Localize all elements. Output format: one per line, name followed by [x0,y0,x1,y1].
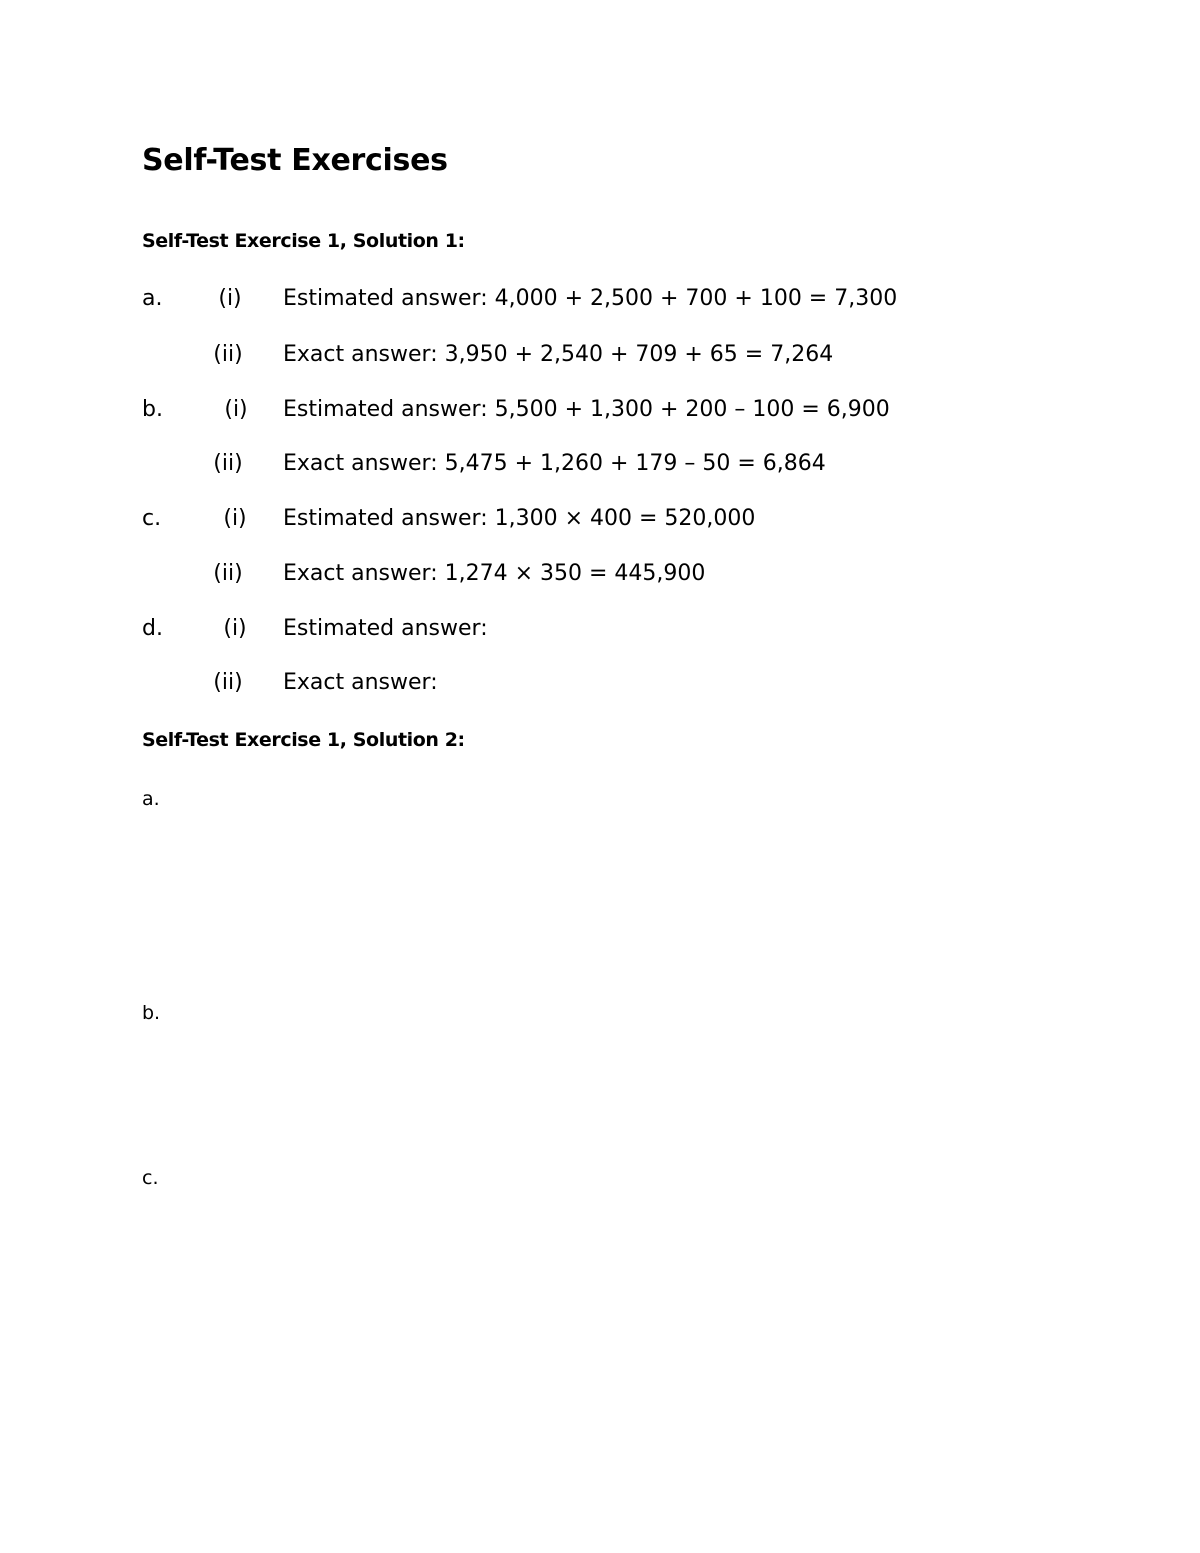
roman-numeral: (i) [223,616,247,641]
answer-text: Estimated answer: 4,000 + 2,500 + 700 + 100 = 7,300 [283,286,898,311]
answer-text: Exact answer: 3,950 + 2,540 + 709 + 65 = 7,264 [283,342,834,367]
roman-numeral: (ii) [213,342,243,367]
roman-numeral: (ii) [213,561,243,586]
answer-text: Exact answer: 5,475 + 1,260 + 179 – 50 = 6,864 [283,451,826,476]
roman-numeral: (i) [224,397,248,422]
solution-2-part-b: b. [142,1002,161,1024]
solution-1-part-d-ii [0,670,1200,704]
part-letter: d. [142,616,163,641]
solution-2-part-a: a. [142,788,160,810]
solution-1-part-a-i [0,286,1200,320]
answer-text: Exact answer: [283,670,438,695]
solution-1-part-a-ii [0,342,1200,376]
solution-2-heading: Self-Test Exercise 1, Solution 2: [142,729,465,751]
part-letter: b. [142,397,163,422]
roman-numeral: (ii) [213,451,243,476]
solution-1-part-b-i [0,397,1200,431]
solution-2-part-c: c. [142,1167,159,1189]
answer-text: Estimated answer: 1,300 × 400 = 520,000 [283,506,756,531]
roman-numeral: (i) [223,506,247,531]
roman-numeral: (i) [218,286,242,311]
part-letter: a. [142,286,163,311]
answer-text: Exact answer: 1,274 × 350 = 445,900 [283,561,706,586]
solution-1-part-c-i [0,506,1200,540]
roman-numeral: (ii) [213,670,243,695]
answer-text: Estimated answer: 5,500 + 1,300 + 200 – 100 = 6,900 [283,397,890,422]
answer-text: Estimated answer: [283,616,488,641]
solution-1-part-b-ii [0,451,1200,485]
solution-1-part-c-ii [0,561,1200,595]
part-letter: c. [142,506,162,531]
solution-1-part-d-i [0,616,1200,650]
document-title: Self-Test Exercises [142,143,448,178]
solution-1-heading: Self-Test Exercise 1, Solution 1: [142,230,465,252]
